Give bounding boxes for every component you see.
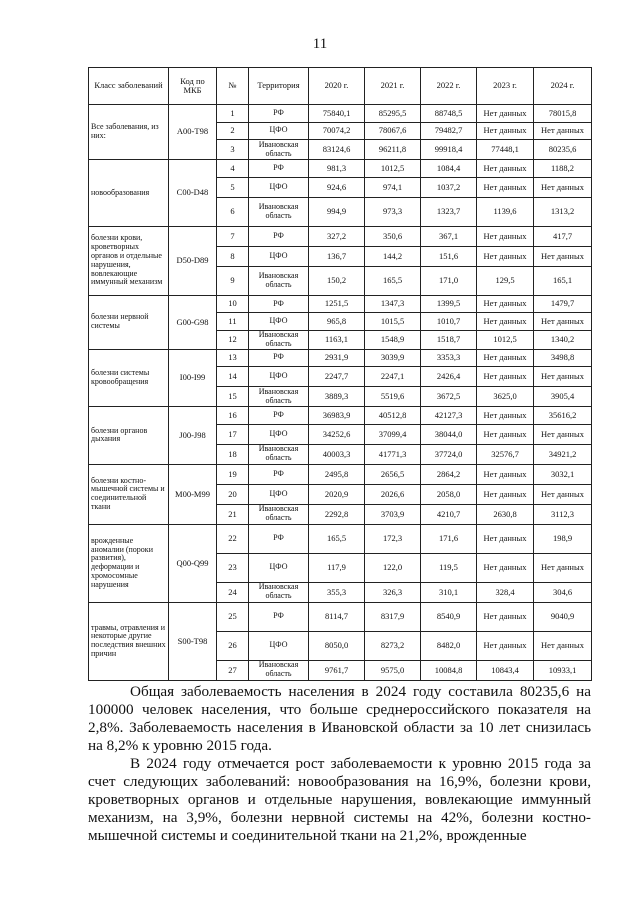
territory-cell: ЦФО: [249, 484, 309, 504]
row-number-cell: 8: [217, 246, 249, 266]
table-row: [89, 160, 592, 178]
value-2023-cell: Нет данных: [477, 349, 534, 367]
row-number-cell: 13: [217, 349, 249, 367]
value-2024-cell: 9040,9: [534, 602, 592, 631]
table-row: [89, 524, 592, 553]
value-2020-cell: 2247,7: [309, 367, 365, 387]
table-row: [89, 105, 592, 123]
value-2022-cell: 38044,0: [421, 424, 477, 444]
territory-cell: Ивановская область: [249, 504, 309, 524]
row-number-cell: 6: [217, 197, 249, 226]
disease-class-cell: болезни крови, кроветворных органов и отдельные нарушения, вовлекающие иммунный механизм: [89, 226, 169, 295]
value-2020-cell: 75840,1: [309, 105, 365, 123]
value-2022-cell: 3672,5: [421, 387, 477, 407]
territory-cell: Ивановская область: [249, 444, 309, 464]
value-2023-cell: Нет данных: [477, 160, 534, 178]
header-2023: 2023 г.: [477, 68, 534, 105]
value-2023-cell: Нет данных: [477, 313, 534, 331]
value-2020-cell: 165,5: [309, 524, 365, 553]
value-2023-cell: Нет данных: [477, 246, 534, 266]
disease-class-cell: врожденные аномалии (пороки развития), деформации и хромосомные нарушения: [89, 524, 169, 602]
row-number-cell: 22: [217, 524, 249, 553]
value-2023-cell: 129,5: [477, 266, 534, 295]
value-2022-cell: 10084,8: [421, 660, 477, 680]
disease-class-cell: травмы, отравления и некоторые другие последствия внешних причин: [89, 602, 169, 680]
value-2021-cell: 8317,9: [365, 602, 421, 631]
row-number-cell: 19: [217, 464, 249, 484]
value-2021-cell: 1347,3: [365, 295, 421, 313]
value-2020-cell: 136,7: [309, 246, 365, 266]
row-number-cell: 20: [217, 484, 249, 504]
value-2023-cell: 32576,7: [477, 444, 534, 464]
value-2023-cell: Нет данных: [477, 553, 534, 582]
value-2024-cell: 165,1: [534, 266, 592, 295]
disease-class-cell: новообразования: [89, 160, 169, 227]
value-2020-cell: 924,6: [309, 177, 365, 197]
value-2020-cell: 9761,7: [309, 660, 365, 680]
territory-cell: ЦФО: [249, 177, 309, 197]
row-number-cell: 15: [217, 387, 249, 407]
value-2022-cell: 37724,0: [421, 444, 477, 464]
row-number-cell: 27: [217, 660, 249, 680]
value-2023-cell: Нет данных: [477, 602, 534, 631]
value-2020-cell: 2020,9: [309, 484, 365, 504]
territory-cell: РФ: [249, 226, 309, 246]
value-2023-cell: Нет данных: [477, 424, 534, 444]
page-number: 11: [312, 36, 328, 52]
value-2020-cell: 8114,7: [309, 602, 365, 631]
disease-class-cell: болезни костно-мышечной системы и соединительной ткани: [89, 464, 169, 524]
territory-cell: Ивановская область: [249, 330, 309, 349]
paragraph: В 2024 году отмечается рост заболеваемости к уровню 2015 года за счет следующих заболеваний: новообразования на 16,9%, болезни крови, кроветворных органов и отдельные нарушения, вовлекающие иммунный механизм, на 3,9%, болезни нервной системы на 42%, болезни костно-мышечной системы и соединительной ткани на 21,2%, врожденные: [88, 755, 591, 844]
value-2021-cell: 8273,2: [365, 631, 421, 660]
table-row: [89, 602, 592, 631]
table-row: [89, 295, 592, 313]
value-2021-cell: 78067,6: [365, 122, 421, 140]
row-number-cell: 11: [217, 313, 249, 331]
table-row: [89, 226, 592, 246]
value-2020-cell: 70074,2: [309, 122, 365, 140]
territory-cell: Ивановская область: [249, 266, 309, 295]
value-2022-cell: 171,6: [421, 524, 477, 553]
value-2021-cell: 2656,5: [365, 464, 421, 484]
territory-cell: РФ: [249, 602, 309, 631]
value-2023-cell: 1012,5: [477, 330, 534, 349]
icd-code-cell: Q00-Q99: [169, 524, 217, 602]
value-2020-cell: 2292,8: [309, 504, 365, 524]
value-2024-cell: 3498,8: [534, 349, 592, 367]
row-number-cell: 26: [217, 631, 249, 660]
row-number-cell: 25: [217, 602, 249, 631]
value-2023-cell: Нет данных: [477, 295, 534, 313]
value-2021-cell: 1012,5: [365, 160, 421, 178]
value-2023-cell: 328,4: [477, 582, 534, 602]
row-number-cell: 18: [217, 444, 249, 464]
value-2021-cell: 2247,1: [365, 367, 421, 387]
value-2024-cell: Нет данных: [534, 313, 592, 331]
value-2023-cell: 77448,1: [477, 140, 534, 160]
row-number-cell: 10: [217, 295, 249, 313]
value-2022-cell: 1084,4: [421, 160, 477, 178]
value-2020-cell: 117,9: [309, 553, 365, 582]
value-2024-cell: Нет данных: [534, 177, 592, 197]
value-2022-cell: 1037,2: [421, 177, 477, 197]
value-2024-cell: 1188,2: [534, 160, 592, 178]
value-2021-cell: 2026,6: [365, 484, 421, 504]
value-2020-cell: 1251,5: [309, 295, 365, 313]
icd-code-cell: I00-I99: [169, 349, 217, 407]
paragraph: Общая заболеваемость населения в 2024 году составила 80235,6 на 100000 человек населения, что больше среднероссийского показателя на 2,8%. Заболеваемость населения в Ивановской области за 10 лет снизилась на 8,2% к уровню 2015 года.: [88, 683, 591, 754]
value-2024-cell: 1340,2: [534, 330, 592, 349]
value-2020-cell: 3889,3: [309, 387, 365, 407]
row-number-cell: 21: [217, 504, 249, 524]
value-2022-cell: 1399,5: [421, 295, 477, 313]
value-2020-cell: 965,8: [309, 313, 365, 331]
value-2021-cell: 3703,9: [365, 504, 421, 524]
value-2024-cell: Нет данных: [534, 424, 592, 444]
value-2022-cell: 310,1: [421, 582, 477, 602]
row-number-cell: 17: [217, 424, 249, 444]
value-2023-cell: 1139,6: [477, 197, 534, 226]
table-header-row: [89, 68, 592, 105]
value-2023-cell: Нет данных: [477, 105, 534, 123]
table-row: [89, 464, 592, 484]
value-2021-cell: 165,5: [365, 266, 421, 295]
value-2020-cell: 40003,3: [309, 444, 365, 464]
value-2021-cell: 172,3: [365, 524, 421, 553]
value-2021-cell: 1548,9: [365, 330, 421, 349]
header-disease-class: Класс заболеваний: [89, 68, 169, 105]
header-icd-code: Код по МКБ: [169, 68, 217, 105]
territory-cell: ЦФО: [249, 367, 309, 387]
value-2020-cell: 994,9: [309, 197, 365, 226]
value-2020-cell: 8050,0: [309, 631, 365, 660]
value-2022-cell: 1323,7: [421, 197, 477, 226]
value-2024-cell: 3905,4: [534, 387, 592, 407]
row-number-cell: 5: [217, 177, 249, 197]
value-2022-cell: 79482,7: [421, 122, 477, 140]
icd-code-cell: G00-G98: [169, 295, 217, 349]
value-2021-cell: 144,2: [365, 246, 421, 266]
disease-class-cell: болезни нервной системы: [89, 295, 169, 349]
value-2024-cell: 10933,1: [534, 660, 592, 680]
value-2021-cell: 3039,9: [365, 349, 421, 367]
value-2024-cell: 198,9: [534, 524, 592, 553]
value-2021-cell: 973,3: [365, 197, 421, 226]
value-2024-cell: 1479,7: [534, 295, 592, 313]
icd-code-cell: M00-M99: [169, 464, 217, 524]
body-text: [88, 683, 591, 845]
row-number-cell: 7: [217, 226, 249, 246]
value-2023-cell: Нет данных: [477, 226, 534, 246]
value-2023-cell: Нет данных: [477, 177, 534, 197]
value-2022-cell: 151,6: [421, 246, 477, 266]
value-2020-cell: 2931,9: [309, 349, 365, 367]
territory-cell: РФ: [249, 407, 309, 425]
value-2024-cell: 80235,6: [534, 140, 592, 160]
value-2022-cell: 88748,5: [421, 105, 477, 123]
territory-cell: РФ: [249, 295, 309, 313]
value-2024-cell: 34921,2: [534, 444, 592, 464]
territory-cell: ЦФО: [249, 424, 309, 444]
value-2022-cell: 4210,7: [421, 504, 477, 524]
header-2020: 2020 г.: [309, 68, 365, 105]
value-2021-cell: 974,1: [365, 177, 421, 197]
value-2021-cell: 41771,3: [365, 444, 421, 464]
value-2023-cell: 10843,4: [477, 660, 534, 680]
value-2022-cell: 8540,9: [421, 602, 477, 631]
value-2020-cell: 981,3: [309, 160, 365, 178]
value-2023-cell: Нет данных: [477, 367, 534, 387]
value-2024-cell: Нет данных: [534, 246, 592, 266]
row-number-cell: 12: [217, 330, 249, 349]
value-2021-cell: 85295,5: [365, 105, 421, 123]
value-2021-cell: 96211,8: [365, 140, 421, 160]
value-2022-cell: 2864,2: [421, 464, 477, 484]
value-2022-cell: 3353,3: [421, 349, 477, 367]
value-2020-cell: 327,2: [309, 226, 365, 246]
territory-cell: Ивановская область: [249, 140, 309, 160]
disease-class-cell: болезни системы кровообращения: [89, 349, 169, 407]
value-2020-cell: 83124,6: [309, 140, 365, 160]
territory-cell: РФ: [249, 464, 309, 484]
table-row: [89, 407, 592, 425]
value-2022-cell: 42127,3: [421, 407, 477, 425]
value-2020-cell: 1163,1: [309, 330, 365, 349]
value-2023-cell: Нет данных: [477, 407, 534, 425]
value-2022-cell: 367,1: [421, 226, 477, 246]
territory-cell: ЦФО: [249, 631, 309, 660]
value-2024-cell: 304,6: [534, 582, 592, 602]
value-2022-cell: 2426,4: [421, 367, 477, 387]
value-2022-cell: 119,5: [421, 553, 477, 582]
row-number-cell: 1: [217, 105, 249, 123]
value-2023-cell: 2630,8: [477, 504, 534, 524]
header-territory: Территория: [249, 68, 309, 105]
value-2022-cell: 171,0: [421, 266, 477, 295]
value-2024-cell: Нет данных: [534, 631, 592, 660]
territory-cell: ЦФО: [249, 122, 309, 140]
icd-code-cell: А00-Т98: [169, 105, 217, 160]
value-2022-cell: 99918,4: [421, 140, 477, 160]
value-2022-cell: 1010,7: [421, 313, 477, 331]
header-number: №: [217, 68, 249, 105]
disease-class-cell: болезни органов дыхания: [89, 407, 169, 465]
icd-code-cell: D50-D89: [169, 226, 217, 295]
value-2020-cell: 34252,6: [309, 424, 365, 444]
value-2021-cell: 1015,5: [365, 313, 421, 331]
value-2024-cell: 3112,3: [534, 504, 592, 524]
value-2024-cell: 78015,8: [534, 105, 592, 123]
value-2022-cell: 8482,0: [421, 631, 477, 660]
value-2021-cell: 350,6: [365, 226, 421, 246]
icd-code-cell: J00-J98: [169, 407, 217, 465]
territory-cell: РФ: [249, 160, 309, 178]
value-2021-cell: 5519,6: [365, 387, 421, 407]
value-2024-cell: 35616,2: [534, 407, 592, 425]
table-row: [89, 349, 592, 367]
value-2021-cell: 326,3: [365, 582, 421, 602]
value-2021-cell: 37099,4: [365, 424, 421, 444]
value-2021-cell: 40512,8: [365, 407, 421, 425]
icd-code-cell: С00-D48: [169, 160, 217, 227]
territory-cell: РФ: [249, 105, 309, 123]
value-2021-cell: 9575,0: [365, 660, 421, 680]
value-2020-cell: 150,2: [309, 266, 365, 295]
value-2020-cell: 2495,8: [309, 464, 365, 484]
header-2021: 2021 г.: [365, 68, 421, 105]
row-number-cell: 2: [217, 122, 249, 140]
value-2023-cell: 3625,0: [477, 387, 534, 407]
header-2024: 2024 г.: [534, 68, 592, 105]
row-number-cell: 16: [217, 407, 249, 425]
value-2024-cell: 1313,2: [534, 197, 592, 226]
value-2024-cell: Нет данных: [534, 484, 592, 504]
value-2023-cell: Нет данных: [477, 484, 534, 504]
value-2023-cell: Нет данных: [477, 524, 534, 553]
value-2023-cell: Нет данных: [477, 631, 534, 660]
row-number-cell: 23: [217, 553, 249, 582]
row-number-cell: 9: [217, 266, 249, 295]
territory-cell: Ивановская область: [249, 197, 309, 226]
value-2024-cell: Нет данных: [534, 553, 592, 582]
row-number-cell: 3: [217, 140, 249, 160]
morbidity-table: [88, 67, 592, 681]
icd-code-cell: S00-T98: [169, 602, 217, 680]
territory-cell: Ивановская область: [249, 660, 309, 680]
value-2023-cell: Нет данных: [477, 464, 534, 484]
value-2020-cell: 36983,9: [309, 407, 365, 425]
territory-cell: ЦФО: [249, 553, 309, 582]
row-number-cell: 4: [217, 160, 249, 178]
territory-cell: ЦФО: [249, 313, 309, 331]
territory-cell: Ивановская область: [249, 387, 309, 407]
value-2020-cell: 355,3: [309, 582, 365, 602]
value-2021-cell: 122,0: [365, 553, 421, 582]
row-number-cell: 24: [217, 582, 249, 602]
value-2023-cell: Нет данных: [477, 122, 534, 140]
header-2022: 2022 г.: [421, 68, 477, 105]
value-2024-cell: 3032,1: [534, 464, 592, 484]
value-2024-cell: 417,7: [534, 226, 592, 246]
value-2024-cell: Нет данных: [534, 122, 592, 140]
value-2022-cell: 1518,7: [421, 330, 477, 349]
territory-cell: ЦФО: [249, 246, 309, 266]
value-2022-cell: 2058,0: [421, 484, 477, 504]
value-2024-cell: Нет данных: [534, 367, 592, 387]
territory-cell: Ивановская область: [249, 582, 309, 602]
territory-cell: РФ: [249, 524, 309, 553]
territory-cell: РФ: [249, 349, 309, 367]
row-number-cell: 14: [217, 367, 249, 387]
disease-class-cell: Все заболевания, из них:: [89, 105, 169, 160]
